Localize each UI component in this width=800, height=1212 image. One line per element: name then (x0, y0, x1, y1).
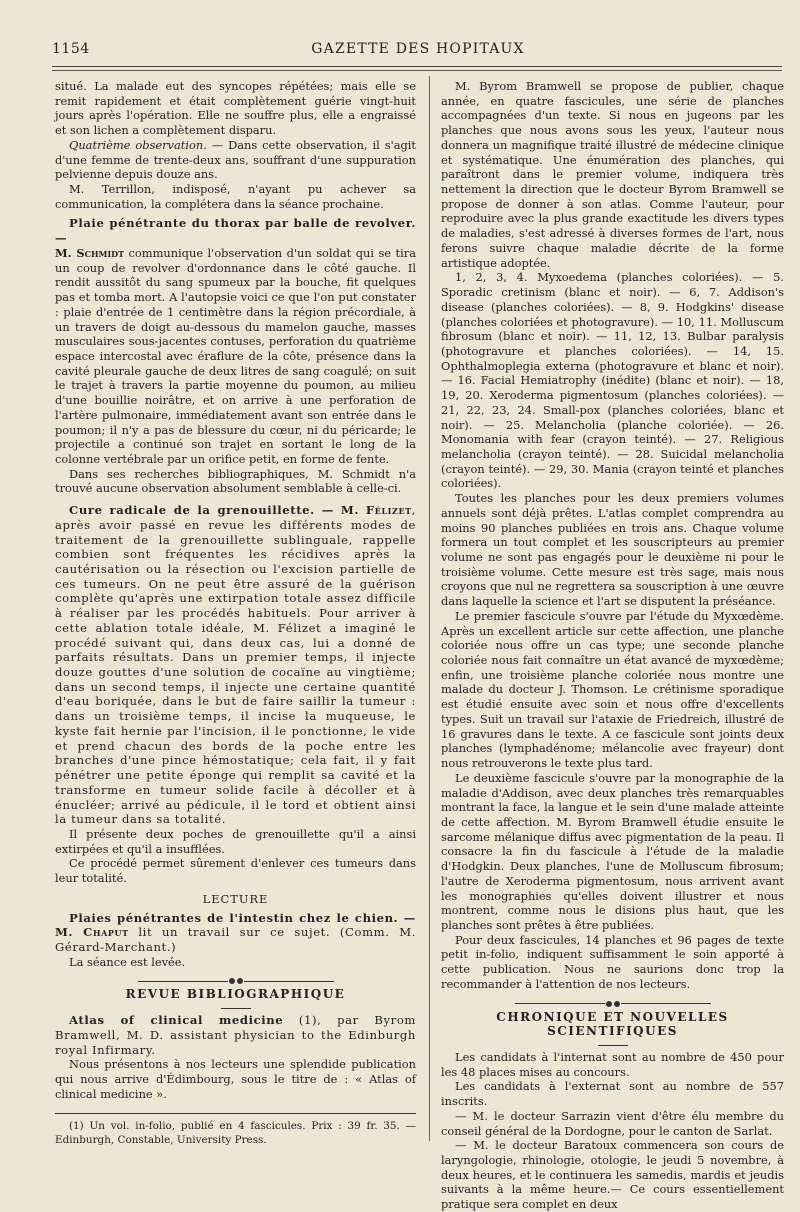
article-heading (55, 1013, 416, 1057)
article-heading: Plaies pénétrantes de l'intestin chez le chien. — M. Chaput lit un travail sur ce sujet. (Comm. M. Gérard-Marchant.) (55, 910, 417, 954)
article-heading: Cure radicale de la grenouillette. — M. Félizet, après avoir passé en revue les différents modes de traitement de la grenouillette sublinguale, rappelle combien sont fréquentes les récidives après la cautérisation ou la résection ou l'excision partielle de ces tumeurs. On ne peut être assuré de la guérison complète qu'après une extirpation totale assez difficile à réaliser par les procédés habituels. Pour arriver à cette ablation totale idéale, M. Félizet a imaginé le procédé suivant qui, dans deux cas, lui a donné de parfaits résultats. Dans un premier temps, il injecte douze gouttes d'une solution de cocaïne au vingtième; dans un second temps, il injecte une certaine quantité d'eau boriquée, dans le but de faire saillir la tumeur : dans un troisième temps, il incise la muqueuse, le kyste fait hernie par l'incision, il le ponctionne, le vide et prend chacun des bords de la poche entre les branches d'une pince hémostatique; cela fait, il y fait pénétrer une petite éponge qui remplit sa cavité et la transforme en tumeur solide facile à décoller et à énucléer; arrivé au pédicule, il le tord et obtient ainsi la tumeur dans sa totalité. (55, 503, 417, 827)
heading-text: Plaies pénétrantes de l'intestin chez le chien. (69, 910, 399, 925)
heading-text: Cure radicale de la grenouillette. (69, 503, 315, 518)
header-rule (52, 66, 782, 67)
column-divider (429, 76, 430, 1141)
heading-text: Plaie pénétrante du thorax par balle de revolver. (69, 216, 416, 231)
paragraph: Toutes les planches pour les deux premiers volumes annuels sont déjà prêtes. L'atlas complet comprendra au moins 90 planches publiées en trois ans. Chaque volume formera un tout complet et les souscripteurs au premier volume ne sont pas engagés pour le deuxième ni pour le troisième volume. Cette mesure est très sage, mais nous croyons que nul ne regrettera sa souscription à une œuvre dans laquelle la science et l'art se disputent la préséance. (441, 491, 784, 609)
heading-tail: , après avoir passé en revue les différents modes de traitement de la grenouillette sublinguale, rappelle combien sont fréquentes les récidives après la cautérisation ou la résection ou l'excision partielle de ces tumeurs. On ne peut être assuré de la guérison complète qu'après une extirpation totale assez difficile à réaliser par les procédés habituels. Pour arriver à cette ablation totale idéale, M. Félizet a imaginé le procédé suivant qui, dans deux cas, lui a donné de parfaits résultats. Dans un premier temps, il injecte douze gouttes d'une solution de cocaïne au vingtième; dans un second temps, il injecte une certaine quantité d'eau boriquée, dans le but de faire saillir la tumeur : dans un troisième temps, il incise la muqueuse, le kyste fait hernie par l'incision, il le ponctionne, le vide et prend chacun des bords de la poche entre les branches d'une pince hémostatique; cela fait, il y fait pénétrer une petite éponge qui remplit sa cavité et la transforme en tumeur solide facile à décoller et à énucléer; arrivé au pédicule, il le tord et obtient ainsi la tumeur dans sa totalité. (55, 503, 417, 827)
right-column (441, 79, 784, 1212)
paragraph: Nous présentons à nos lecteurs une splendide publication qui nous arrive d'Édimbourg, sous le titre de : « Atlas of clinical medicine ». (55, 1057, 416, 1101)
header-rule-double (52, 70, 782, 71)
footnote-rule (55, 1113, 416, 1114)
paragraph: Dans ses recherches bibliographiques, M. Schmidt n'a trouvé aucune observation absolument semblable à celle-ci. (55, 466, 416, 496)
paragraph: — M. le docteur Baratoux commencera son cours de laryngologie, rhinologie, otologie, le jeudi 5 novembre, à deux heures, et le continuera les samedis, mardis et jeudis suivants à la même heure.— Ce cours essentiellement pratique sera complet en deux (441, 1138, 784, 1212)
section-rule (221, 1008, 251, 1009)
paragraph: M. Terrillon, indisposé, n'ayant pu achever sa communication, la complétera dans la séance prochaine. (55, 182, 416, 211)
observation-label: Quatrième observation. (69, 137, 207, 152)
page-number: 1154 (52, 41, 90, 57)
paragraph: M. Byrom Bramwell se propose de publier, chaque année, en quatre fascicules, une série de planches accompagnées d'un texte. Si nous en jugeons par les planches que nous avons sous les yeux, l'auteur nous donnera un magnifique traité illustré de médecine clinique et systématique. Une énumération des planches, qui paraîtront dans le premier volume, indiquera très nettement la direction que le docteur Byrom Bramwell se propose de donner à son atlas. Comme l'auteur, pour reproduire avec la plus grande exactitude les divers types de maladies, s'est adressé à diverses formes de l'art, nous ferons suivre chaque maladie décrite de la forme artistique adoptée. (441, 79, 784, 270)
paragraph: 1, 2, 3, 4. Myxoedema (planches coloriées). — 5. Sporadic cretinism (blanc et noir). — 6, 7. Addison's disease (planches coloriées). — 8, 9. Hodgkins' disease (planches coloriées et photogravure). — 10, 11. Molluscum fibrosum (blanc et noir). — 11, 12, 13. Bulbar paralysis (photogravure et planches coloriées). — 14, 15. Ophthalmoplegia externa (photogravure et blanc et noir). — 16. Facial Hemiatrophy (inédite) (blanc et noir). — 18, 19, 20. Xeroderma pigmentosum (planches coloriées). — 21, 22, 23, 24. Small-pox (planches coloriées, blanc et noir). — 25. Melancholia (planche coloriée). — 26. Monomania with fear (crayon teinté). — 27. Religious melancholia (crayon teinté). — 28. Suicidal melancholia (crayon teinté). — 29, 30. Mania (crayon teinté et planches coloriées). (441, 270, 784, 491)
footnote: (1) Un vol. in-folio, publié en 4 fascicules. Prix : 39 fr. 35. — Edinburgh, Constable, University Press. (55, 1120, 416, 1146)
paragraph: Le premier fascicule s'ouvre par l'étude du Myxœdème. Après un excellent article sur cette affection, une planche coloriée nous offre un cas type; une seconde planche coloriée nous fait connaître un état avancé de myxœdème; enfin, une troisième planche coloriée nous montre une malade du docteur J. Thomson. Le crétinisme sporadique est étudié ensuite avec soin et nous offre d'excellents types. Suit un travail sur l'ataxie de Friedreich, illustré de 16 gravures dans le texte. A ce fascicule sont joints deux planches (lymphadénome; mélancolie avec frayeur) dont nous retrouverons le texte plus tard. (441, 608, 784, 771)
paragraph: La séance est levée. (69, 954, 186, 969)
heading-tail: lit un travail sur ce sujet. (Comm. M. Gérard-Marchant.) (55, 925, 417, 954)
paragraph: Ce procédé permet sûrement d'enlever ces tumeurs dans leur totalité. (55, 856, 416, 886)
paragraph: Pour deux fascicules, 14 planches et 96 pages de texte petit in-folio, indiquent suffisamment le soin apporté à cette publication. Nous ne saurions donc trop la recommander à l'attention de nos lecteurs. (441, 932, 784, 991)
section-title: REVUE BIBLIOGRAPHIQUE (125, 987, 346, 1002)
author-name: M. Félizet (340, 503, 412, 518)
paragraph: Les candidats à l'internat sont au nombre de 450 pour les 48 places mises au concours. (441, 1050, 784, 1079)
paragraph: — M. le docteur Sarrazin vient d'être élu membre du conseil général de la Dordogne, pour le canton de Sarlat. (441, 1108, 784, 1138)
heading-text: Atlas of clinical medicine (69, 1013, 284, 1028)
section-title: CHRONIQUE ET NOUVELLES SCIENTIFIQUES (496, 1009, 729, 1039)
left-column (55, 79, 416, 1147)
page-header (52, 41, 784, 63)
paragraph-text: — Dans cette observation, il s'agit d'une femme de trente-deux ans, souffrant d'une suppuration pelvienne depuis douze ans. (55, 137, 416, 182)
paragraph: Le deuxième fascicule s'ouvre par la monographie de la maladie d'Addison, avec deux planches très remarquables montrant la face, la langue et le sein d'une malade atteinte de cette affection. M. Byrom Bramwell étudie ensuite le sarcome mélanique diffus avec pigmentation de la peau. Il consacre la fin du fascicule à l'étude de la maladie d'Hodgkin. Deux planches, l'une de Molluscum fibrosum; l'autre de Xeroderma pigmentosum, nous arrivent avant les monographies qu'elles doivent illustrer et nous montrent, comme nous le disions plus haut, que les planches sont prêtes à être publiées. (441, 770, 784, 932)
journal-title: GAZETTE DES HOPITAUX (311, 41, 525, 57)
heading-tail: (1), par Byrom Bramwell, M. D. assistant physician to the Edinburgh royal Infirmary. (55, 1013, 416, 1057)
paragraph: Les candidats à l'externat sont au nombre de 557 inscrits. (441, 1079, 784, 1109)
section-rule (598, 1045, 628, 1046)
separator-ornament (55, 973, 416, 983)
paragraph-text: communique l'observation d'un soldat qui se tira un coup de revolver d'ordonnance dans le côté gauche. Il rendit aussitôt du sang spumeux par la bouche, fit quelques pas et tomba mort. A l'autopsie voici ce que l'on put constater : plaie d'entrée de 1 centimètre dans la région précordiale, à un travers de doigt au-dessous du mamelon gauche, masses musculaires sous-jacentes contuses, perforation du quatrième espace intercostal avec éraflure de la côte, présence dans la cavité pleurale gauche de deux litres de sang coagulé; on suit le trajet à travers la partie moyenne du poumon, au milieu d'une bouillie noirâtre, et on arrive à une perforation de l'artère pulmonaire, immédiatement avant son entrée dans le poumon; il n'y a pas de blessure du cœur, ni du péricarde; le projectile a continué son trajet en sortant le long de la colonne vertébrale par un orifice petit, en forme de fente. (55, 245, 416, 466)
separator-ornament (441, 996, 784, 1006)
author-name: M. Schmidt (55, 245, 125, 260)
paragraph: Il présente deux poches de grenouillette qu'il a ainsi extirpées et qu'il a insufflées. (55, 826, 416, 856)
paragraph: situé. La malade eut des syncopes répétées; mais elle se remit rapidement et était complètement guérie vingt-huit jours après l'opération. Elle ne souffre plus, elle a engraissé et son lichen a complètement disparu. (55, 79, 416, 138)
author-name: M. Chaput (55, 925, 129, 940)
section-label: LECTURE (202, 891, 269, 906)
paragraph (55, 246, 416, 467)
article-heading: Plaie pénétrante du thorax par balle de revolver. — (55, 216, 416, 246)
paragraph (55, 138, 416, 182)
